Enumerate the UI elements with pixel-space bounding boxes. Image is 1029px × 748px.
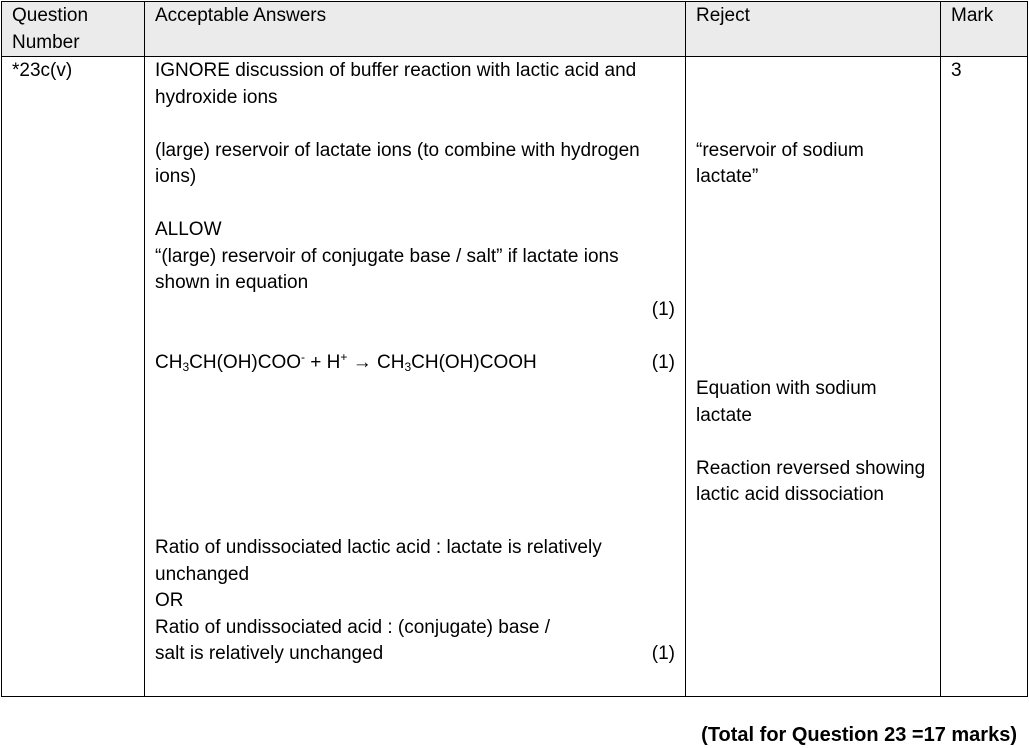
mark-scheme-table <box>1 1 1028 697</box>
question-number: *23c(v) <box>2 57 145 697</box>
equation-line <box>155 350 675 377</box>
ratio-mark: (1) <box>651 643 675 664</box>
or-label: OR <box>155 590 184 611</box>
reject-sodium-lactate: “reservoir of sodium lactate” <box>696 139 864 187</box>
answer-row <box>2 57 1028 697</box>
reject-reversed: Reaction reversed showing lactic acid dissociation <box>696 457 926 505</box>
allow-mark: (1) <box>651 298 675 320</box>
header-row <box>2 2 1028 57</box>
header-reject: Reject <box>686 2 941 57</box>
question-total: (Total for Question 23 =17 marks) <box>701 724 1017 746</box>
header-mark: Mark <box>941 2 1028 57</box>
ratio-answer-2-line-1: Ratio of undissociated acid : (conjugate) base / <box>155 616 551 638</box>
allow-text: “(large) reservoir of conjugate base / salt” if lactate ions shown in equation <box>155 245 619 293</box>
ratio-answer-2-line-2: salt is relatively unchanged (1) <box>155 641 675 668</box>
header-question-number: Question Number <box>2 2 145 57</box>
reject-equation-sodium: Equation with sodium lactate <box>696 378 877 426</box>
allow-label: ALLOW <box>155 219 222 240</box>
ratio-answer-1: Ratio of undissociated lactic acid : lactate is relatively unchanged <box>155 537 602 585</box>
reservoir-answer: (large) reservoir of lactate ions (to combine with hydrogen ions) <box>155 139 640 187</box>
mark-value: 3 <box>941 57 1028 697</box>
equation-mark: (1) <box>651 351 675 373</box>
acceptable-answers-cell <box>145 57 686 697</box>
lactate-equation: $CH_3CH(OH)COO^- + H^+$ → $CH_3CH(OH)COOH$ <box>155 349 537 374</box>
reject-cell <box>686 57 941 697</box>
ignore-note: IGNORE discussion of buffer reaction with lactic acid and hydroxide ions <box>155 60 637 108</box>
header-acceptable-answers: Acceptable Answers <box>145 2 686 57</box>
